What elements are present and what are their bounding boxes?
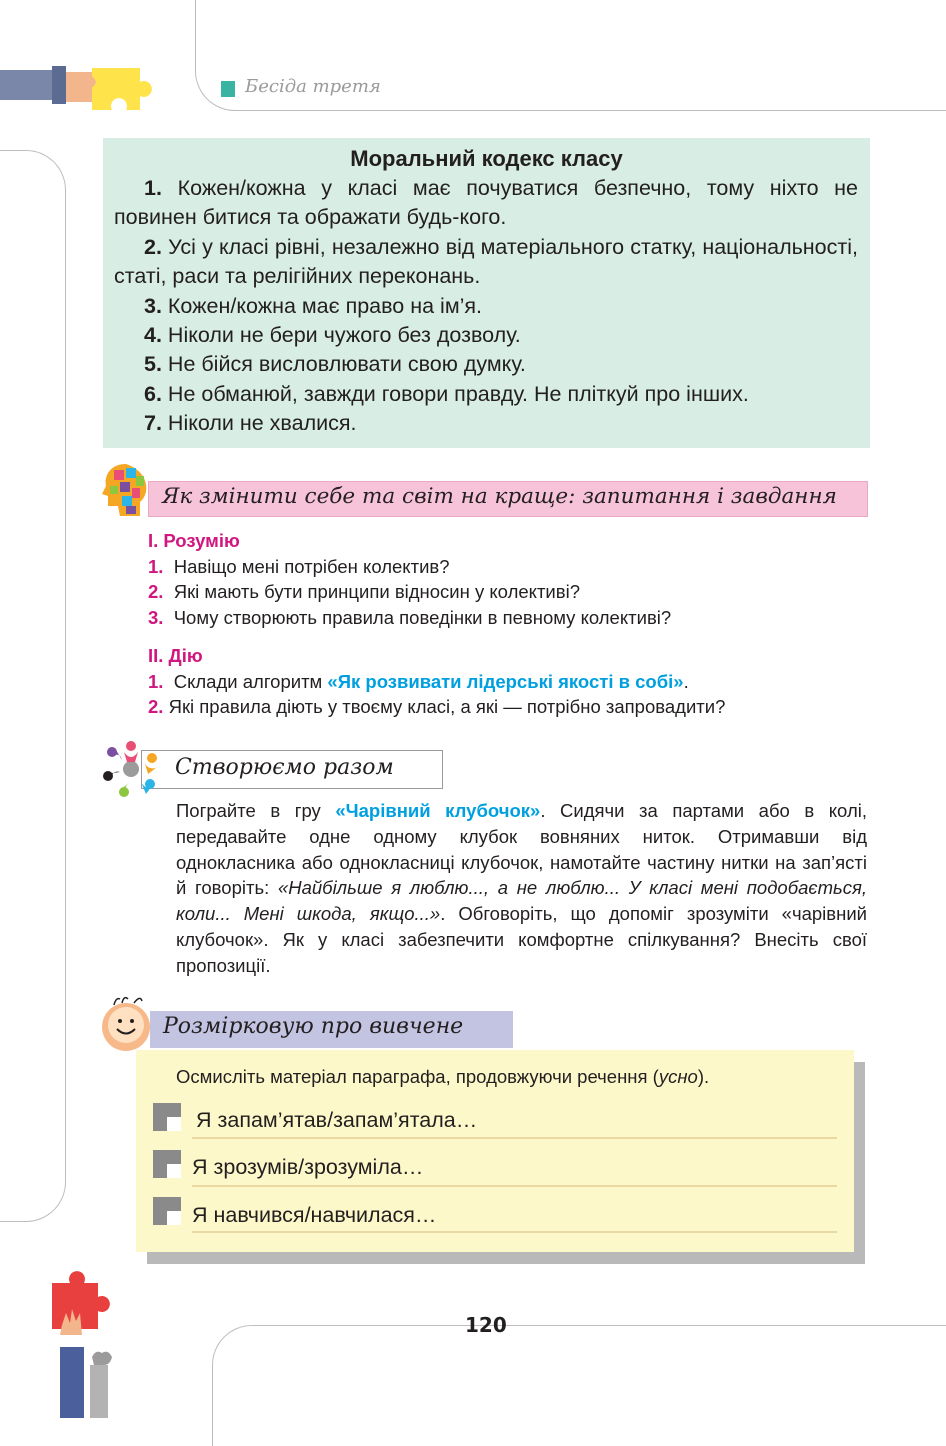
reflection-prompt: Я навчився/навчилася… [192,1203,437,1227]
checkbox-icon [153,1103,181,1131]
question-item: 3. Чому створюють правила поведінки в певному колективі? [148,606,672,628]
puzzle-hand-icon [0,60,160,115]
footer-line [510,1325,946,1326]
answer-line [192,1185,837,1187]
moral-code-item: 2. Усі у класі рівні, незалежно від матеріального статку, національності, статі, раси та релігійних переконань. [114,234,858,289]
moral-code-item: 6. Не обманюй, завжди говори правду. Не пліткуй про інших. [144,381,749,406]
question-item: 1. Навіщо мені потрібен колектив? [148,555,450,577]
moral-code-list [114,174,858,439]
people-circle-icon [100,738,162,798]
moral-code-title: Моральний кодекс класу [350,146,623,171]
page-number: 120 [465,1313,507,1337]
puzzle-hands-bottom-icon [48,1265,118,1418]
moral-code-item: 3. Кожен/кожна має право на ім’я. [144,293,482,318]
task-item: 2. Які правила діють у твоєму класі, а які — потрібно запровадити? [148,696,726,717]
question-item: 2. Які мають бути принципи відносин у колективі? [148,581,580,602]
task-item: 1. Склади алгоритм «Як розвивати лідерські якості в собі». [148,670,689,692]
smiley-face-icon [100,995,156,1053]
questions-heading: Як змінити себе та світ на краще: запитання і завдання [162,484,837,509]
answer-line [192,1231,837,1233]
answer-line [192,1137,837,1139]
moral-code-item: 1. Кожен/кожна у класі має почуватися безпечно, тому ніхто не повинен битися та ображати будь-кого. [114,176,858,230]
reflection-prompt: Я запам’ятав/запам’ятала… [196,1108,478,1132]
together-text: Пограйте в гру «Чарівний клубочок». Сидячи за партами або в колі, передавайте одне одному клубок вовняних ниток. Отримавши від однокласника або однокласниці клубочок, намотайте частину нитки на зап’ясті й говоріть: «Найбільше я люблю..., а не люблю... У класі мені подобається, коли... Мені шкода, якщо...». Обговоріть, що допоміг зрозуміти «чарівний клубочок». Як у класі забезпечити комфортне спілкування? Внесіть свої пропозиції. [176,800,867,976]
part2-label: II. Дію [148,645,203,666]
frame-left-line [0,150,66,1222]
reflection-heading: Розмірковую про вивчене [163,1014,464,1039]
moral-code-item: 5. Не бійся висловлювати свою думку. [144,352,526,377]
part1-label: I. Розумію [148,530,240,551]
part2-block [148,643,725,720]
moral-code-item: 7. Ніколи не хвалися. [144,411,357,436]
reflection-intro: Осмисліть матеріал параграфа, продовжуючи речення (усно). [176,1066,710,1087]
checkbox-icon [153,1150,181,1178]
frame-bottom-line [212,1325,946,1446]
checkbox-icon [153,1197,181,1225]
part1-block [148,528,671,630]
head-mosaic-icon [100,462,152,518]
moral-code-item: 4. Ніколи не бери чужого без дозволу. [144,323,521,348]
together-heading: Створюємо разом [175,755,394,780]
section-marker [221,81,235,97]
reflection-prompt: Я зрозумів/зрозуміла… [192,1155,424,1179]
header-section-label: Бесіда третя [245,76,381,97]
